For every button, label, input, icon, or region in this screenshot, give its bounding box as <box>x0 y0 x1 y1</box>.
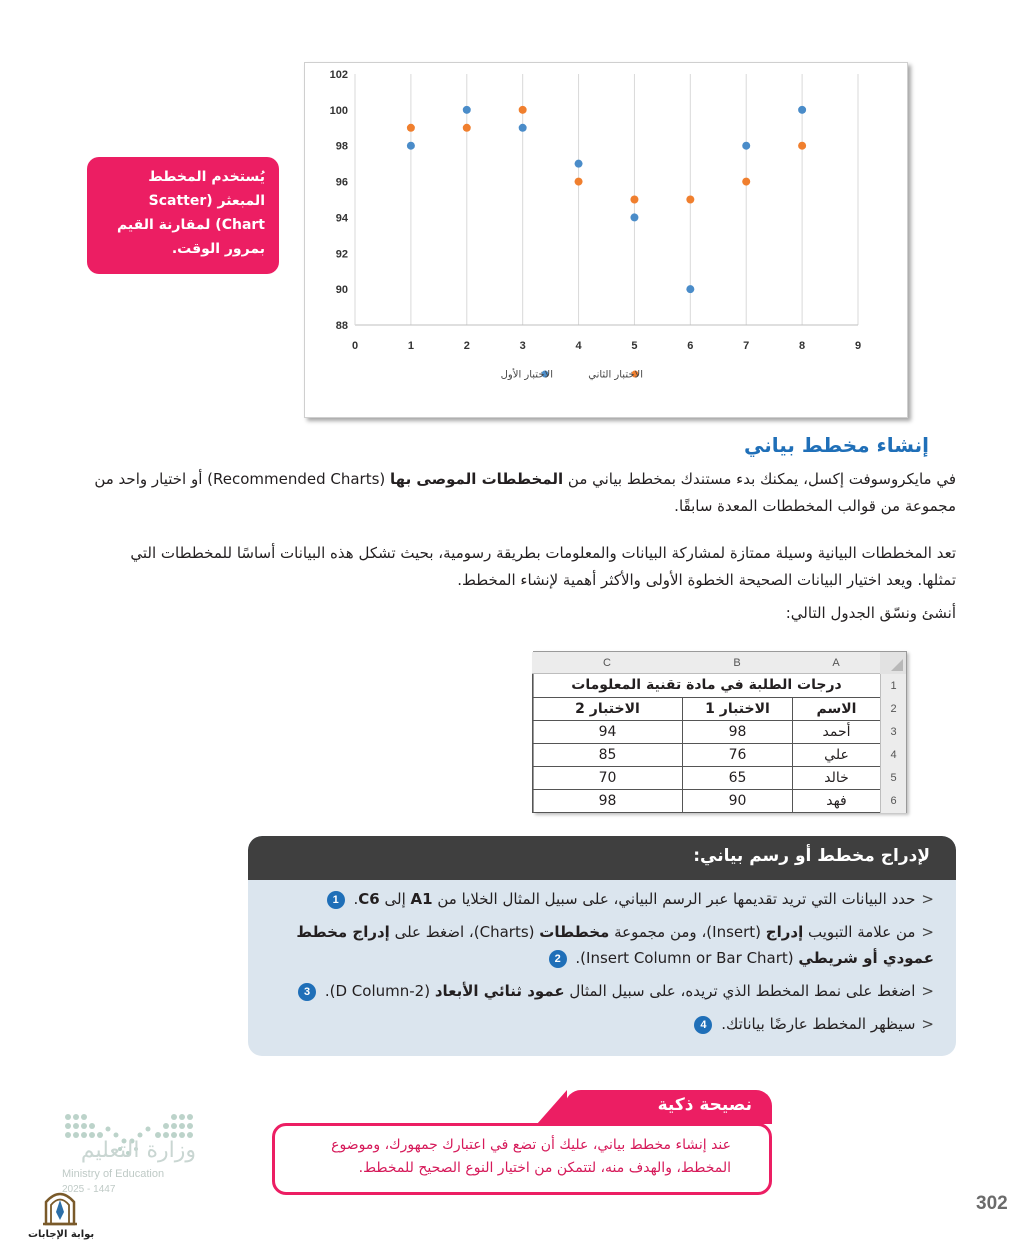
step-1-cell-a1: A1 <box>410 890 433 908</box>
data-point-series-2 <box>575 178 583 186</box>
table-cell: 98 <box>682 721 792 744</box>
site-logo-icon <box>40 1186 80 1226</box>
instructions-title: لإدراج مخطط أو رسم بياني: <box>248 836 956 880</box>
data-point-series-1 <box>575 160 583 168</box>
step-1-badge: 1 <box>327 891 345 909</box>
site-name: بوابة الإجابات <box>28 1229 95 1240</box>
tip-title: نصيحة ذكية <box>565 1090 772 1124</box>
step-1-text-end: . <box>353 890 359 908</box>
y-tick-label: 90 <box>335 284 348 297</box>
data-point-series-1 <box>463 106 471 114</box>
row-number: 5 <box>880 767 906 790</box>
tip-text: عند إنشاء مخطط بياني، عليك أن تضع في اعتبارك جمهورك، وموضوع المخطط، والهدف منه، لتتمكن من اختيار النوع الصحيح للمخطط. <box>331 1137 731 1176</box>
table-cell: خالد <box>792 767 880 790</box>
table-cell: 98 <box>532 790 682 813</box>
instructions-box <box>248 836 956 1056</box>
callout-text: يُستخدم المخطط المبعثر (Scatter Chart) لمقارنة القيم بمرور الوقت. <box>116 169 265 257</box>
table-cell: 70 <box>532 767 682 790</box>
paragraph-chart-purpose: تعد المخططات البيانية وسيلة ممتازة لمشاركة البيانات والمعلومات بطريقة رسومية، بحيث تشكل هذه البيانات أساسًا للمخططات التي تمثلها. ويعد اختيار البيانات الصحيحة الخطوة الأولى والأكثر أهمية لإنشاء المخطط. <box>130 544 956 589</box>
x-tick-label: 7 <box>743 340 750 352</box>
step-3-text-a: اضغط على نمط المخطط الذي تريده، على سبيل المثال <box>564 982 916 1000</box>
data-point-series-1 <box>630 213 638 221</box>
table-cell: فهد <box>792 790 880 813</box>
step-1-cell-c6: C6 <box>358 890 380 908</box>
data-point-series-2 <box>742 178 750 186</box>
x-tick-label: 5 <box>631 340 638 352</box>
ministry-name-ar: وزارة التعليم <box>80 1138 196 1163</box>
y-tick-label: 96 <box>335 176 348 189</box>
y-tick-label: 102 <box>329 69 348 81</box>
step-3-badge: 3 <box>298 983 316 1001</box>
x-tick-label: 9 <box>854 340 862 352</box>
step-2-text-e: (Charts)، اضغط على <box>389 923 540 941</box>
step-3-text-c: (2-D Column). <box>324 982 435 1000</box>
step-3-2d-column: عمود ثنائي الأبعاد <box>434 982 565 1000</box>
y-tick-label: 92 <box>335 248 348 261</box>
step-marker: < <box>921 890 934 908</box>
instruction-step-3 <box>276 978 934 1004</box>
legend-label: الاختبار الثاني <box>588 369 643 381</box>
paragraph-recommended-charts <box>88 466 956 520</box>
table-cell: 94 <box>532 721 682 744</box>
instruction-step-4 <box>276 1011 934 1037</box>
step-4-text: سيظهر المخطط عارضًا بياناتك. <box>721 1015 916 1033</box>
tip-box <box>272 1123 772 1195</box>
instructions-list <box>248 880 956 1037</box>
table-title-cell: درجات الطلبة في مادة تقنية المعلومات <box>532 674 880 698</box>
data-point-series-1 <box>742 142 750 150</box>
table-cell: 90 <box>682 790 792 813</box>
row-number: 2 <box>880 698 906 721</box>
step-marker: < <box>921 923 934 941</box>
ministry-name-en: Ministry of Education <box>62 1168 165 1180</box>
data-point-series-2 <box>686 196 694 204</box>
data-point-series-2 <box>519 106 527 114</box>
x-tick-label: 4 <box>575 340 582 352</box>
scatter-chart <box>304 62 908 418</box>
step-1-text-to: إلى <box>379 890 411 908</box>
data-point-series-1 <box>407 142 415 150</box>
y-tick-label: 100 <box>329 104 348 117</box>
data-point-series-1 <box>798 106 806 114</box>
step-2-charts-group: مخططات <box>539 923 610 941</box>
paragraph-create-table: أنشئ ونسّق الجدول التالي: <box>785 604 956 622</box>
y-tick-label: 94 <box>335 212 348 225</box>
step-2-insert-tab: إدراج <box>765 923 804 941</box>
scatter-chart-svg <box>305 63 909 419</box>
row-number: 6 <box>880 790 906 813</box>
y-tick-label: 88 <box>335 320 348 332</box>
step-1-text: حدد البيانات التي تريد تقديمها عبر الرسم البياني، على سبيل المثال الخلايا من <box>432 890 916 908</box>
header-cell-name: الاسم <box>792 698 880 721</box>
x-tick-label: 2 <box>463 340 470 352</box>
legend-label: الاختبار الأول <box>500 369 553 381</box>
x-tick-label: 1 <box>407 340 414 352</box>
data-point-series-2 <box>463 124 471 132</box>
column-header-b: B <box>682 652 792 674</box>
table-cell: 76 <box>682 744 792 767</box>
column-header-a: A <box>792 652 880 674</box>
select-all-corner <box>880 652 906 674</box>
data-point-series-2 <box>630 196 638 204</box>
step-2-insert-column-chart: إدراج مخطط عمودي أو شريطي <box>296 923 934 967</box>
step-2-text-a: من علامة التبويب <box>803 923 916 941</box>
x-tick-label: 8 <box>799 340 806 352</box>
ministry-year: 2025 - 1447 <box>62 1184 116 1195</box>
step-marker: < <box>921 1015 934 1033</box>
step-2-text-c: (Insert)، ومن مجموعة <box>609 923 766 941</box>
table-cell: 85 <box>532 744 682 767</box>
x-tick-label: 6 <box>687 340 694 352</box>
row-number: 4 <box>880 744 906 767</box>
table-cell: أحمد <box>792 721 880 744</box>
spreadsheet-table <box>533 651 907 813</box>
table-cell: 65 <box>682 767 792 790</box>
table-cell: علي <box>792 744 880 767</box>
step-2-badge: 2 <box>549 950 567 968</box>
instruction-step-2 <box>276 919 934 971</box>
section-title: إنشاء مخطط بياني <box>744 433 929 457</box>
row-number: 1 <box>880 674 906 698</box>
x-tick-label: 0 <box>351 340 359 352</box>
header-cell-test1: الاختبار 1 <box>682 698 792 721</box>
y-tick-label: 98 <box>335 140 348 153</box>
header-cell-test2: الاختبار 2 <box>532 698 682 721</box>
data-point-series-1 <box>686 285 694 293</box>
data-point-series-1 <box>519 124 527 132</box>
step-marker: < <box>921 982 934 1000</box>
instruction-step-1 <box>276 886 934 912</box>
p1-text-c: (Recommended Charts) أو اختيار واحد من مجموعة من قوالب المخططات المعدة سابقًا. <box>94 470 956 515</box>
page-number: 302 <box>976 1193 1008 1214</box>
step-4-badge: 4 <box>694 1016 712 1034</box>
x-tick-label: 3 <box>519 340 526 352</box>
p1-text-a: في مايكروسوفت إكسل، يمكنك بدء مستندك بمخطط بياني من <box>563 470 956 488</box>
row-number: 3 <box>880 721 906 744</box>
data-point-series-2 <box>798 142 806 150</box>
step-2-text-g: (Insert Column or Bar Chart). <box>575 949 799 967</box>
data-point-series-2 <box>407 124 415 132</box>
p1-text-bold: المخططات الموصى بها <box>390 470 564 488</box>
column-header-c: C <box>532 652 682 674</box>
scatter-chart-callout <box>87 157 279 274</box>
